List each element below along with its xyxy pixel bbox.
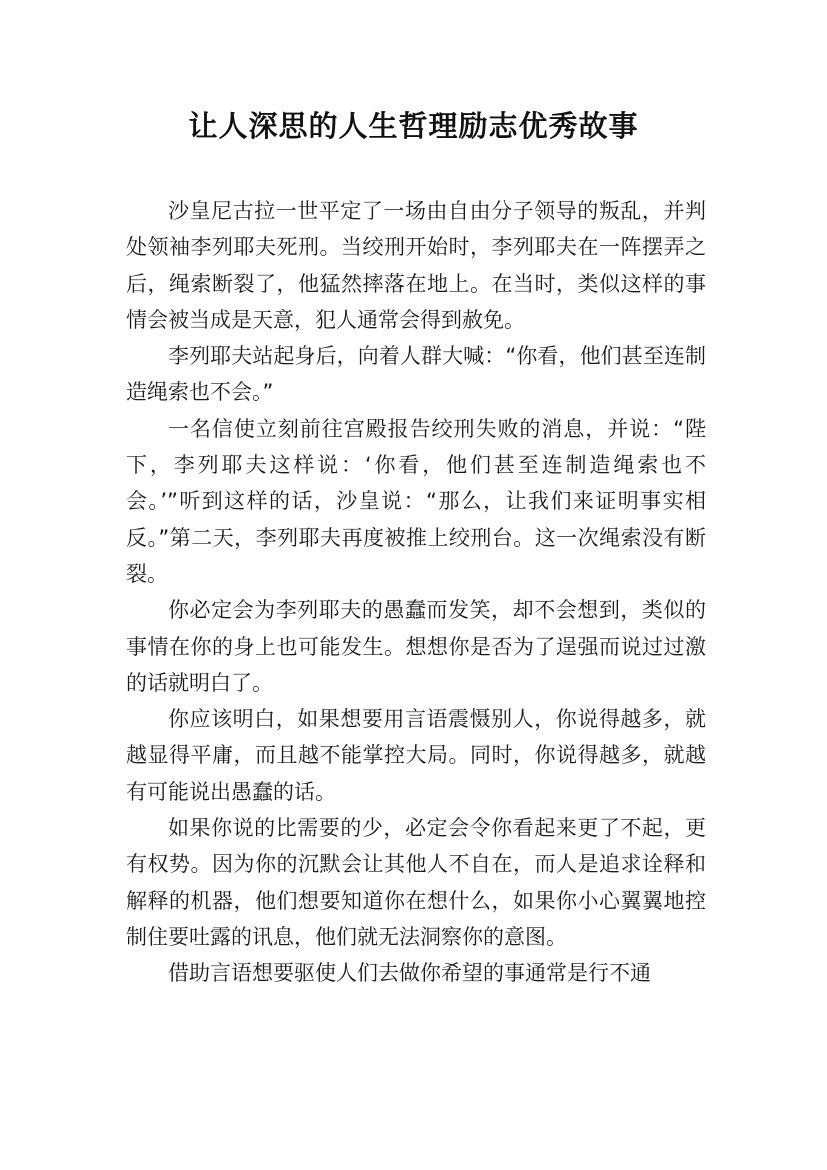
paragraph: 如果你说的比需要的少，必定会令你看起来更了不起，更有权势。因为你的沉默会让其他人不自在，而人是追求诠释和解释的机器，他们想要知道你在想什么，如果你小心翼翼地控制住要吐露的讯息，他们就无法洞察你的意图。 — [126, 816, 706, 949]
paragraph: 沙皇尼古拉一世平定了一场由自由分子领导的叛乱，并判处领袖李列耶夫死刑。当绞刑开始时，李列耶夫在一阵摆弄之后，绳索断裂了，他猛然摔落在地上。在当时，类似这样的事情会被当成是天意，犯人通常会得到赦免。 — [126, 199, 706, 332]
paragraph: 借助言语想要驱使人们去做你希望的事通常是行不通 — [168, 961, 651, 986]
document-title: 让人深思的人生哲理励志优秀故事 — [188, 109, 639, 143]
paragraph: 李列耶夫站起身后，向着人群大喊：“你看，他们甚至连制造绳索也不会。” — [126, 344, 706, 405]
paragraph: 你必定会为李列耶夫的愚蠢而发笑，却不会想到，类似的事情在你的身上也可能发生。想想你是否为了逞强而说过过激的话就明白了。 — [126, 598, 706, 695]
document-body — [126, 193, 706, 992]
paragraph: 一名信使立刻前往宫殿报告绞刑失败的消息，并说：“陛下，李列耶夫这样说：‘你看，他们甚至连制造绳索也不会。’”听到这样的话，沙皇说：“那么，让我们来证明事实相反。”第二天，李列耶夫再度被推上绞刑台。这一次绳索没有断裂。 — [126, 416, 706, 586]
paragraph: 你应该明白，如果想要用言语震慑别人，你说得越多，就越显得平庸，而且越不能掌控大局。同时，你说得越多，就越有可能说出愚蠢的话。 — [126, 707, 706, 804]
